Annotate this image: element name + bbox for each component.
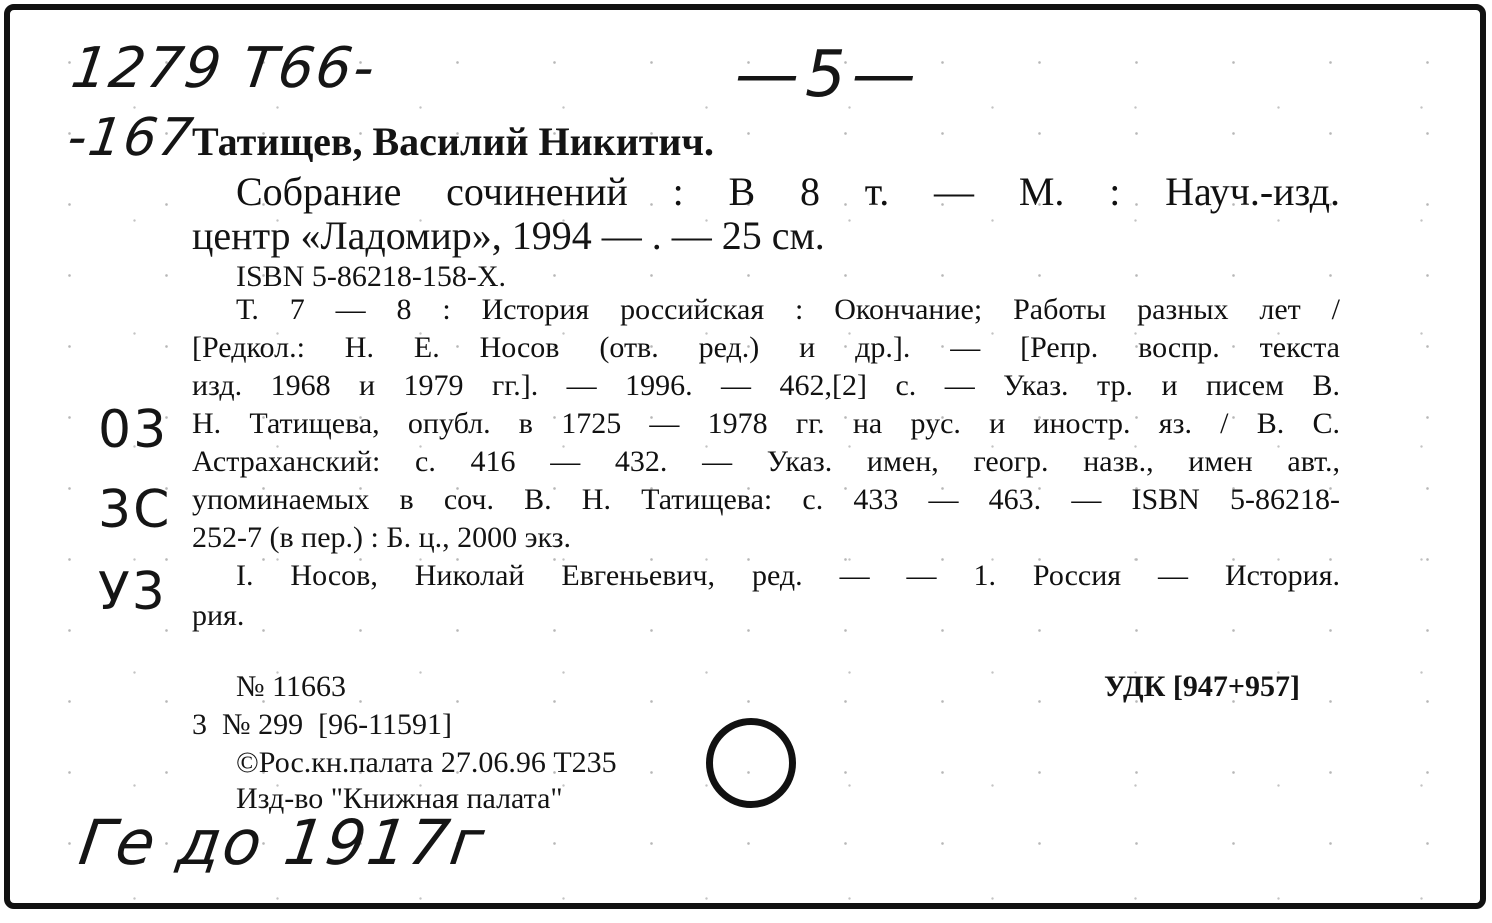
handwritten-volume-mark: —5— [735, 38, 922, 112]
volume-line-4: Н. Татищева, опубл. в 1725 — 1978 гг. на рус. и иностр. яз. / В. С. [192, 407, 1340, 440]
card-number: № 11663 [236, 670, 347, 703]
handwritten-call-number: 1279 T66- [67, 36, 381, 101]
handwritten-bottom-note: Ге до 1917г [74, 806, 491, 879]
author-heading: Татищев, Василий Никитич. [192, 119, 714, 164]
footer-line-4: Изд-во "Книжная палата" [236, 782, 563, 815]
isbn-line: ISBN 5-86218-158-X. [236, 260, 506, 293]
circle-stamp [706, 718, 796, 808]
handwritten-call-number-continued: -167 [63, 108, 199, 168]
volume-line-6: упоминаемых в соч. В. Н. Татищева: с. 433 — 463. — ISBN 5-86218- [192, 483, 1340, 516]
udk-code: УДК [947+957] [1104, 670, 1300, 703]
catalog-card [4, 4, 1486, 909]
volume-line-3: изд. 1968 и 1979 гг.]. — 1996. — 462,[2] с. — Указ. тр. и писем В. [192, 369, 1340, 402]
tracing-line: I. Носов, Николай Евгеньевич, ред. — — 1. Россия — История. [236, 559, 1340, 592]
volume-line-5: Астраханский: с. 416 — 432. — Указ. имен, геогр. назв., имен авт., [192, 445, 1340, 478]
volume-line-1: Т. 7 — 8 : История российская : Окончание; Работы разных лет / [236, 293, 1340, 326]
tracing-line-continued: рия. [192, 599, 245, 632]
handwritten-side-mark-2: 3C [98, 480, 172, 540]
handwritten-side-mark-3: У3 [98, 562, 167, 622]
volume-line-2: [Редкол.: Н. Е. Носов (отв. ред.) и др.]. — [Репр. воспр. текста [192, 331, 1340, 364]
handwritten-side-mark-1: 03 [98, 400, 169, 460]
volume-line-7: 252-7 (в пер.) : Б. ц., 2000 экз. [192, 521, 572, 554]
footer-line-2: 3 № 299 [96-11591] [192, 708, 452, 741]
title-line-1: Собрание сочинений : В 8 т. — М. : Науч.-изд. [236, 169, 1340, 214]
title-line-2: центр «Ладомир», 1994 — . — 25 см. [192, 213, 825, 258]
footer-line-3: ©Рос.кн.палата 27.06.96 Т235 [236, 746, 617, 779]
